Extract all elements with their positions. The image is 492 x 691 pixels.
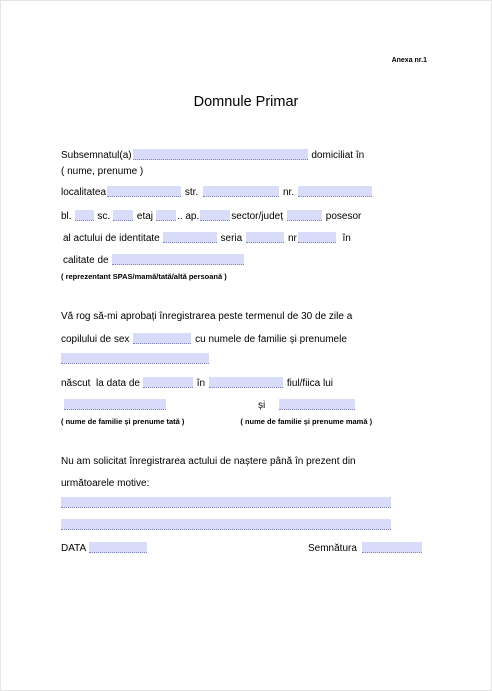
mother-hint: ( nume de familie și prenume mamă )	[240, 417, 373, 426]
row-request	[61, 308, 352, 322]
name-hint: ( nume, prenume )	[61, 166, 144, 177]
row-id-document	[63, 230, 351, 244]
street-label: str.	[184, 187, 199, 198]
floor-field[interactable]	[156, 210, 176, 221]
series-field[interactable]	[246, 232, 284, 243]
capacity-field[interactable]	[112, 254, 244, 265]
child-name-field[interactable]	[61, 353, 209, 364]
child-sex-label: copilului de sex	[61, 334, 130, 345]
date-label: DATA	[61, 543, 87, 554]
row-signature	[308, 540, 423, 554]
locality-label: localitatea	[61, 187, 107, 198]
reason-field-2[interactable]	[61, 519, 391, 530]
id-doc-field[interactable]	[163, 232, 217, 243]
row-undersigned	[61, 147, 364, 161]
signature-field[interactable]	[362, 542, 422, 553]
row-parents	[64, 397, 356, 411]
name-field[interactable]	[133, 149, 308, 160]
nr-label: nr	[287, 233, 297, 244]
row-reason-field-1	[61, 495, 392, 509]
staircase-field[interactable]	[113, 210, 133, 221]
father-hint: ( nume de familie și prenume tată )	[61, 417, 185, 426]
id-doc-label: al actului de identitate	[63, 233, 160, 244]
locality-field[interactable]	[107, 186, 181, 197]
staircase-label: sc.	[97, 211, 111, 222]
father-field[interactable]	[64, 399, 166, 410]
row-building	[61, 208, 361, 222]
number-field[interactable]	[298, 186, 372, 197]
reason-text-1: Nu am solicitat înregistrarea actului de naștere până în prezent din	[61, 456, 356, 467]
apartment-field[interactable]	[200, 210, 230, 221]
birth-date-field[interactable]	[143, 377, 193, 388]
row-address	[61, 184, 373, 198]
row-parents-hint	[61, 412, 372, 426]
page-title: Domnule Primar	[193, 94, 299, 110]
domiciled-label: domiciliat în	[311, 150, 365, 161]
row-reason-2	[61, 475, 149, 489]
id-number-field[interactable]	[298, 232, 336, 243]
apartment-label: ap.	[185, 211, 200, 222]
and-label: și	[258, 400, 266, 411]
row-reason-field-2	[61, 517, 392, 531]
child-sex-field[interactable]	[133, 333, 191, 344]
birth-place-field[interactable]	[209, 377, 283, 388]
undersigned-label: Subsemnatul(a)	[61, 150, 132, 161]
capacity-hint: ( reprezentant SPAS/mamă/tată/altă persoană )	[61, 272, 227, 281]
row-child-name	[61, 351, 210, 365]
row-date	[61, 540, 148, 554]
request-text: Vă rog să-mi aprobați înregistrarea peste termenul de 30 de zile a	[61, 311, 353, 322]
row-birth	[61, 375, 333, 389]
street-field[interactable]	[203, 186, 279, 197]
block-label: bl.	[61, 211, 72, 222]
capacity-label: calitate de	[63, 255, 109, 266]
born-date-label: născut la data de	[61, 378, 140, 389]
signature-label: Semnătura	[308, 543, 357, 554]
annex-number: Anexa nr.1	[391, 57, 427, 64]
in-label: în	[342, 233, 351, 244]
row-name-hint	[61, 163, 143, 177]
date-field[interactable]	[89, 542, 147, 553]
reason-text-2: următoarele motive:	[61, 478, 150, 489]
son-label: fiul/fiica lui	[286, 378, 333, 389]
sector-label: sector/județ	[231, 211, 283, 222]
row-reason-1	[61, 453, 356, 467]
floor-label: etaj	[136, 211, 154, 222]
series-label: seria	[220, 233, 243, 244]
number-label: nr.	[282, 187, 295, 198]
ap-separator: ..	[177, 211, 183, 222]
block-field[interactable]	[75, 210, 94, 221]
reason-field-1[interactable]	[61, 497, 391, 508]
child-name-label: cu numele de familie și prenumele	[195, 334, 347, 345]
row-capacity-hint	[61, 267, 227, 281]
born-in-label: în	[196, 378, 206, 389]
sector-field[interactable]	[287, 210, 322, 221]
row-capacity	[63, 252, 245, 266]
row-child	[61, 331, 347, 345]
mother-field[interactable]	[279, 399, 355, 410]
holder-label: posesor	[325, 211, 362, 222]
